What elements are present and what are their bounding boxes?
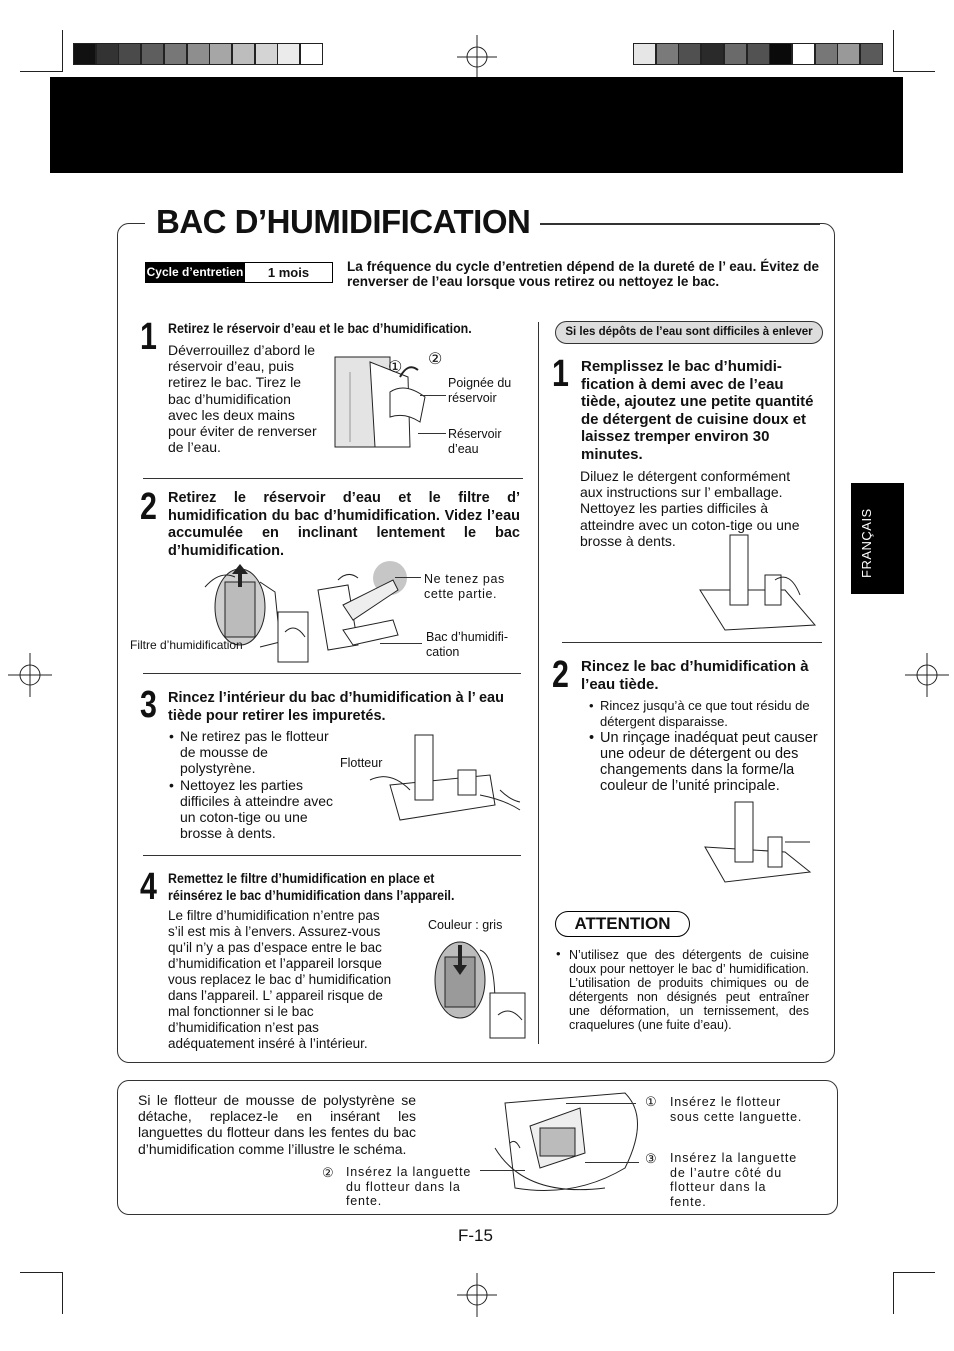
leader-line <box>418 433 446 434</box>
callout-3-text: Insérez la languette de l’autre côté du flotteur dans la fente. <box>670 1151 798 1209</box>
step-separator <box>143 855 521 856</box>
color-swatch <box>118 43 141 65</box>
step-3-number: 3 <box>140 684 157 726</box>
page-number: F-15 <box>458 1226 493 1245</box>
right-step-1-number: 1 <box>552 353 569 395</box>
color-swatch <box>232 43 255 65</box>
registration-mark-left <box>8 653 52 697</box>
list-item: • Nettoyez les parties difficiles à atteindre avec un coton-tige ou une brosse à dents. <box>180 777 340 842</box>
list-item: • Un rinçage inadéquat peut causer une odeur de détergent ou des changements dans la forme/la couleur de l’unité principale. <box>600 730 830 794</box>
leader-line <box>380 643 422 644</box>
list-item: • Rincez jusqu’à ce que tout résidu de détergent disparaisse. <box>600 698 830 730</box>
color-swatch <box>255 43 278 65</box>
right-step-1-title: Remplissez le bac d’humidification à demi avec de l’eau tiède, ajoutez une petite quantité de détergent de cuisine doux et laissez tremper environ 30 minutes. <box>581 358 814 463</box>
step-4-label-color: Couleur : gris <box>428 918 503 932</box>
float-note-text: Si le flotteur de mousse de polystyrène se détache, replacez-le en insérant les languettes du flotteur dans les fentes du bac d’humidification comme l’illustre le schéma. <box>138 1092 416 1157</box>
step-3-illustration <box>370 730 525 830</box>
column-separator <box>538 322 539 1044</box>
intro-text: La fréquence du cycle d’entretien dépend de la dureté de l’ eau. Évitez de renverser de l’eau lorsque vous retirez ou nettoyez le bac. <box>347 259 819 289</box>
step-2-label-dont-hold: Ne tenez pas cette partie. <box>424 572 505 601</box>
step-4-number: 4 <box>140 866 157 908</box>
list-item: • Ne retirez pas le flotteur de mousse de polystyrène. <box>180 728 340 777</box>
step-2-label-tray: Bac d’humidification <box>426 630 508 659</box>
page-title: BAC D’HUMIDIFICATION <box>156 203 531 240</box>
step-4-illustration <box>420 935 530 1045</box>
color-swatch <box>164 43 187 65</box>
step-separator <box>143 478 523 479</box>
step-1-title: Retirez le réservoir d’eau et le bac d’humidification. <box>168 321 472 336</box>
leader-line <box>585 1162 639 1163</box>
callout-2-text: Insérez la languette du flotteur dans la fente. <box>346 1165 472 1208</box>
step-1-label-tank: Réservoir d’eau <box>448 427 502 456</box>
color-swatch <box>141 43 164 65</box>
attention-text: N’utilisez que des détergents de cuisine doux pour nettoyer le bac d’ humidification. L’utilisation de produits chimiques ou de détergents non désignés peut entraîner une déformation, un ternissement, des craquelures (une fuite d’eau). <box>569 948 809 1032</box>
step-1-marker-2: ② <box>428 351 443 368</box>
step-2-illustration-right <box>313 560 423 655</box>
color-swatch <box>73 43 96 65</box>
callout-1-text: Insérez le flotteur sous cette languette. <box>670 1095 803 1124</box>
step-1-label-handle: Poignée du réservoir <box>448 376 512 405</box>
color-swatch <box>277 43 300 65</box>
float-illustration <box>485 1088 660 1208</box>
registration-mark-right <box>905 653 949 697</box>
color-swatch <box>656 43 679 65</box>
step-3-bullets <box>168 728 340 841</box>
step-1-body: Déverrouillez d’abord le réservoir d’eau, puis retirez le bac. Tirez le bac d’humidification avec les deux mains pour éviter de renverser de l’eau. <box>168 342 317 456</box>
right-step-2-illustration <box>700 797 820 889</box>
color-swatch <box>837 43 860 65</box>
color-swatch <box>633 43 656 65</box>
color-swatch <box>209 43 232 65</box>
right-step-2-title: Rincez le bac d’humidification à l’eau tiède. <box>581 658 809 693</box>
step-3-label-float: Flotteur <box>340 756 383 770</box>
attention-bullet: • <box>556 946 561 961</box>
attention-label: ATTENTION <box>555 911 690 937</box>
right-step-1-body: Diluez le détergent conformément aux instructions sur l’ emballage. Nettoyez les parties difficiles à atteindre avec un coton-tige ou une brosse à dents. <box>580 468 800 549</box>
leader-line <box>566 1103 636 1104</box>
callout-1-number: ① <box>645 1094 657 1109</box>
cycle-label: Cycle d’entretien <box>145 262 245 283</box>
color-swatch <box>187 43 210 65</box>
color-swatch <box>815 43 838 65</box>
cycle-value: 1 mois <box>244 262 333 283</box>
language-tab <box>851 483 904 594</box>
registration-mark-bottom <box>455 1273 499 1317</box>
language-tab-label: FRANÇAIS <box>859 508 874 578</box>
color-swatch <box>724 43 747 65</box>
step-2-number: 2 <box>140 486 157 528</box>
color-swatch <box>860 43 883 65</box>
step-2-label-filter: Filtre d’humidification <box>130 638 243 652</box>
right-step-2-bullets <box>588 698 830 794</box>
step-1-illustration <box>330 351 443 452</box>
leader-line <box>395 577 421 578</box>
leader-line <box>480 1170 525 1171</box>
callout-3-number: ③ <box>645 1151 657 1166</box>
color-swatch <box>300 43 323 65</box>
right-step-2-number: 2 <box>552 654 569 696</box>
leader-line <box>420 395 446 396</box>
title-rule <box>540 223 820 225</box>
header-band <box>50 77 903 173</box>
step-1-marker-1: ① <box>388 359 403 376</box>
color-swatch <box>747 43 770 65</box>
step-1-number: 1 <box>140 316 157 358</box>
step-3-title: Rincez l’intérieur du bac d’humidification à l’ eau tiède pour retirer les impuretés. <box>168 690 504 724</box>
right-step-1-illustration <box>695 530 820 640</box>
step-separator <box>143 673 521 674</box>
color-swatch <box>96 43 119 65</box>
step-separator <box>562 642 822 643</box>
color-swatch <box>769 43 792 65</box>
step-4-title: Remettez le filtre d’humidification en place et réinsérez le bac d’humidification dans l’appareil. <box>168 871 455 903</box>
right-column-pill: Si les dépôts de l’eau sont difficiles à enlever <box>555 321 823 344</box>
step-2-title: Retirez le réservoir d’eau et le filtre d’ humidification du bac d’humidification. Videz l’eau accumulée en inclinant lentement le bac d’humidification. <box>168 490 520 559</box>
callout-2-number: ② <box>322 1165 334 1180</box>
color-swatch <box>701 43 724 65</box>
color-swatch <box>678 43 701 65</box>
registration-mark-top <box>455 35 499 79</box>
step-4-body: Le filtre d’humidification n’entre pas s’il est mis à l’envers. Assurez-vous qu’il n’y a pas d’espace entre le bac d’humidification et l’appareil lorsque vous replacez le bac d’ humidification dans l’appareil. L’ appareil risque de mal fonctionner si le bac d’humidification n’est pas adéquatement inséré à l’intérieur. <box>168 908 392 1051</box>
color-swatch <box>792 43 815 65</box>
